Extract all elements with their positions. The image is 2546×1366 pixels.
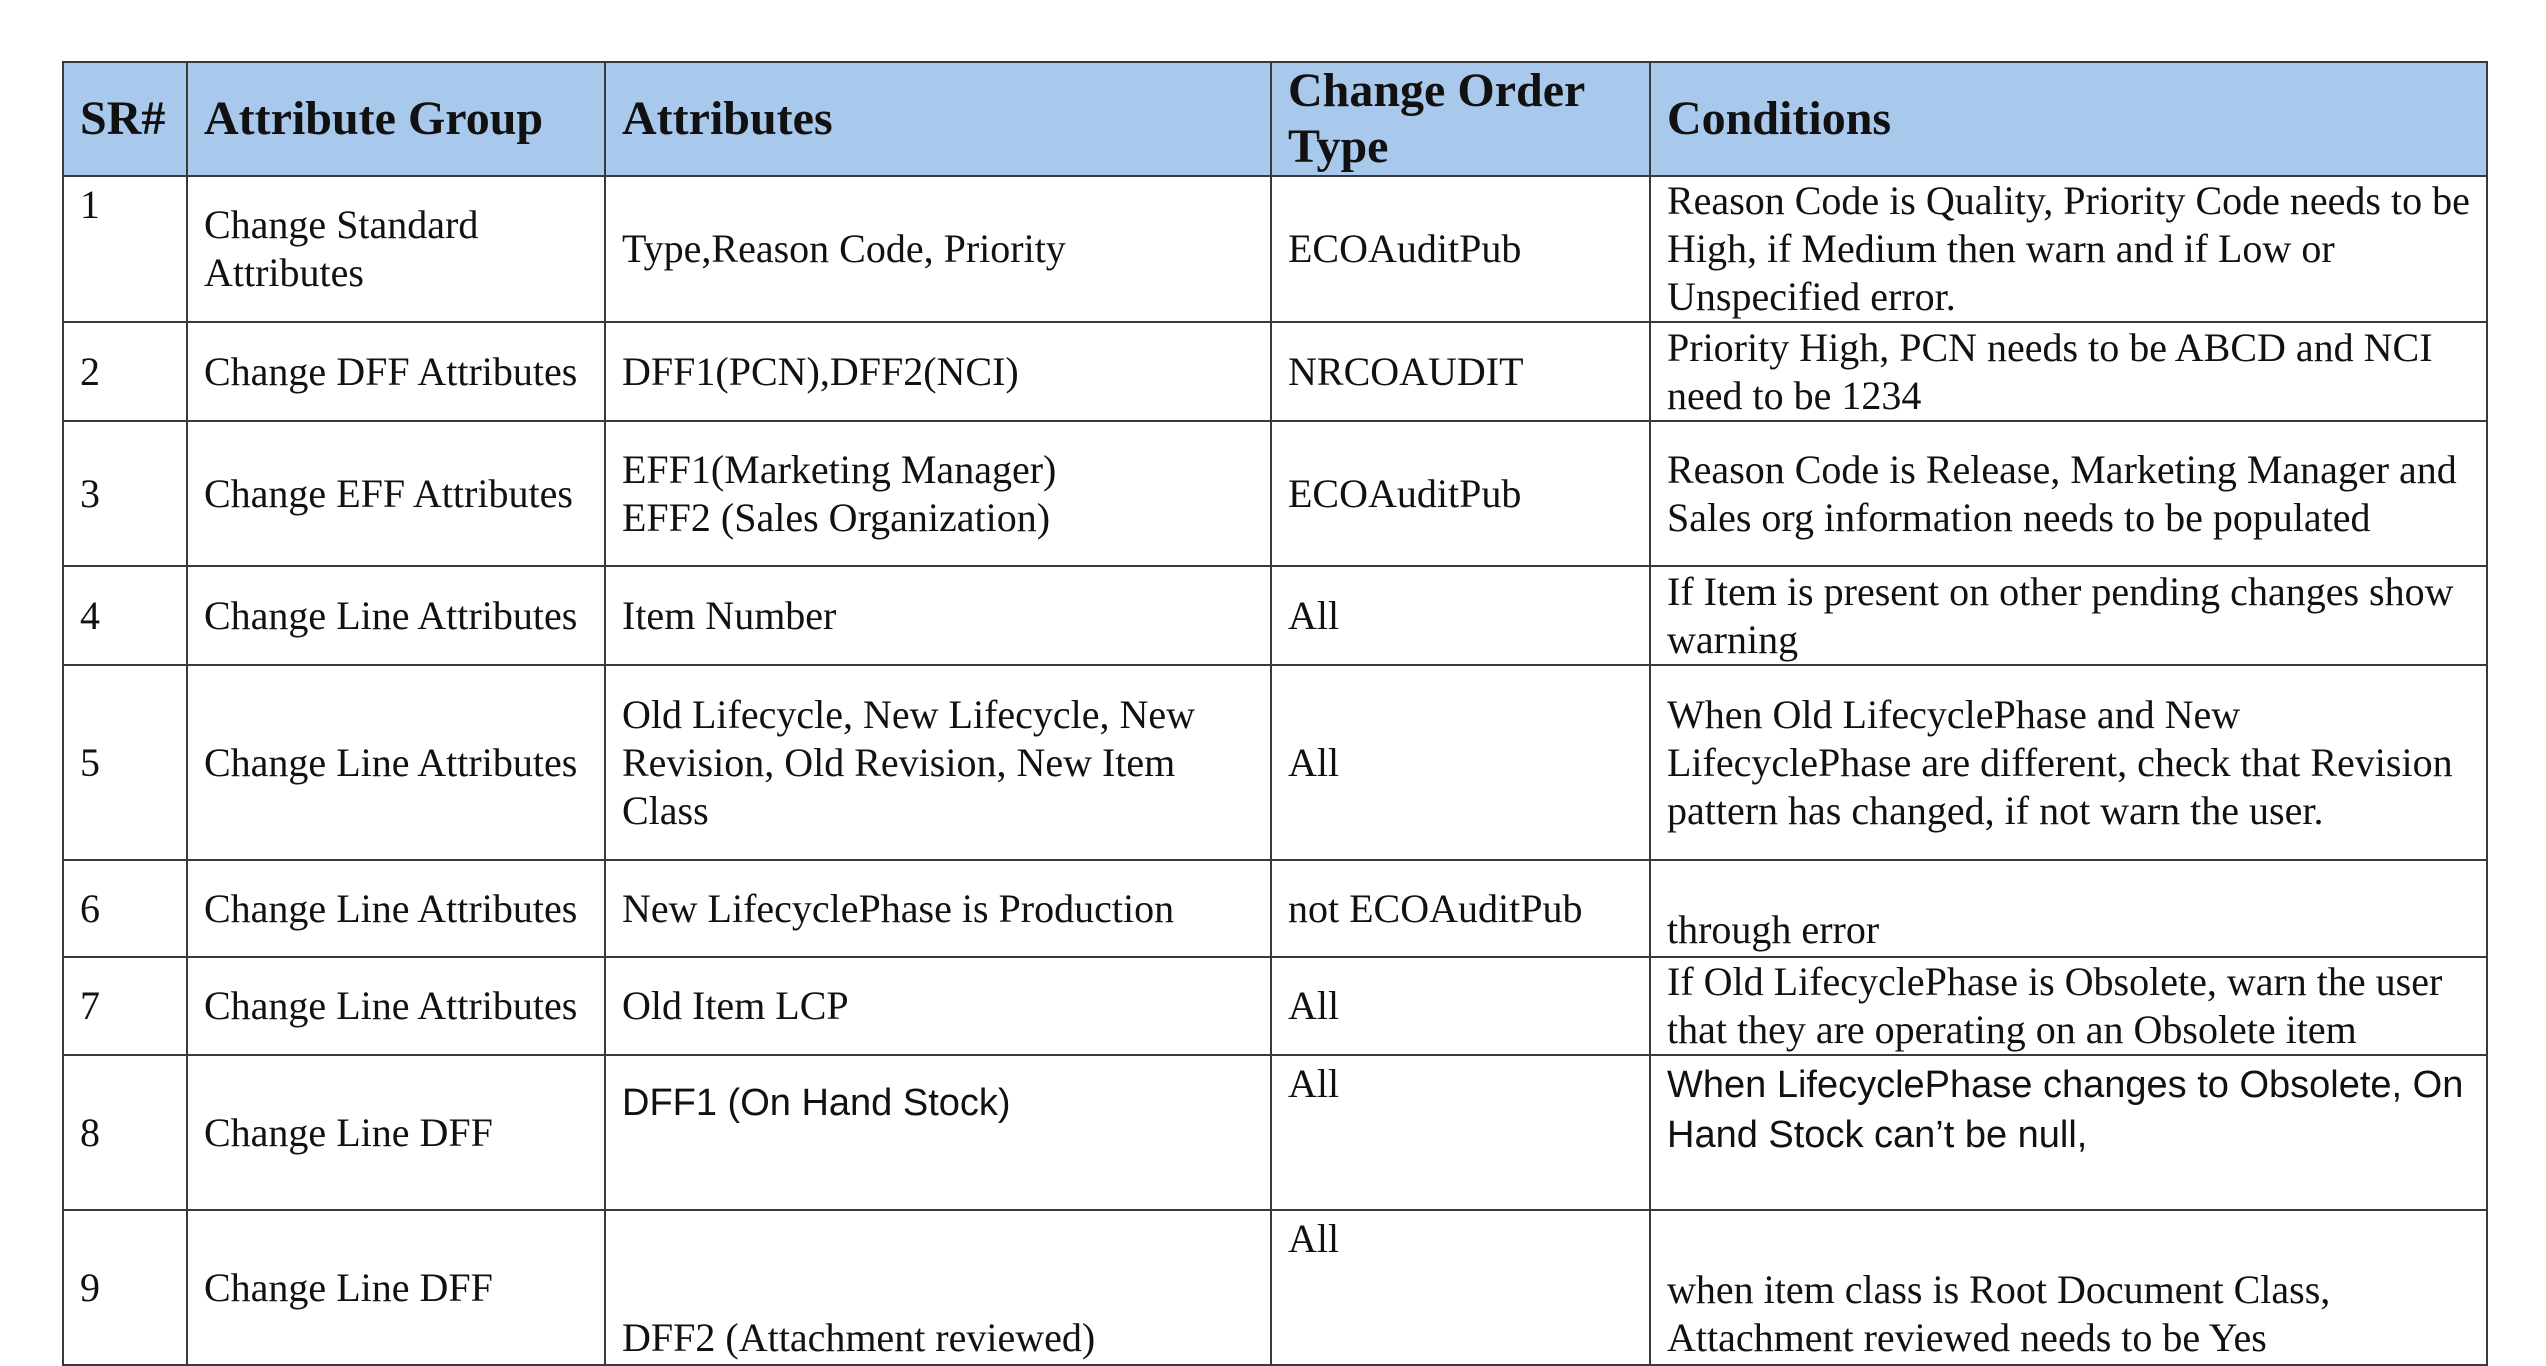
attributes-cell: [605, 421, 1271, 566]
conditions-cell: Reason Code is Release, Marketing Manager and Sales org information needs to be populated: [1650, 421, 2487, 566]
sr-cell: 8: [63, 1055, 187, 1210]
attributes-cell: [605, 322, 1271, 421]
change-order-type-cell: All: [1271, 665, 1650, 860]
table-row: [63, 860, 2487, 957]
change-order-type-cell: ECOAuditPub: [1271, 421, 1650, 566]
sr-cell: 1: [63, 176, 187, 322]
sr-cell: 9: [63, 1210, 187, 1365]
attributes-cell: [605, 1210, 1271, 1365]
table-row: [63, 566, 2487, 665]
attribute-line: New LifecyclePhase is Production: [622, 885, 1175, 931]
attribute-group-cell: Change EFF Attributes: [187, 421, 605, 566]
attribute-group-cell: Change DFF Attributes: [187, 322, 605, 421]
change-order-type-cell: All: [1271, 1210, 1650, 1365]
attributes-cell: [605, 566, 1271, 665]
sr-cell: 3: [63, 421, 187, 566]
attribute-group-cell: Change Line Attributes: [187, 665, 605, 860]
attribute-line: Old Item LCP: [622, 983, 849, 1028]
header-attribute-group: Attribute Group: [187, 62, 605, 176]
attribute-line: DFF1(PCN),DFF2(NCI): [622, 348, 1019, 394]
header-sr: SR#: [63, 62, 187, 176]
table-row: [63, 322, 2487, 421]
attribute-group-cell: Change Line Attributes: [187, 860, 605, 957]
conditions-cell: through error: [1650, 860, 2487, 957]
attribute-group-cell: Change Line Attributes: [187, 957, 605, 1055]
sr-cell: 6: [63, 860, 187, 957]
header-conditions: Conditions: [1650, 62, 2487, 176]
change-order-type-cell: not ECOAuditPub: [1271, 860, 1650, 957]
conditions-cell: If Item is present on other pending changes show warning: [1650, 566, 2487, 665]
header-attributes: Attributes: [605, 62, 1271, 176]
change-order-type-cell: All: [1271, 957, 1650, 1055]
sr-cell: 5: [63, 665, 187, 860]
attribute-group-cell: Change Line DFF: [187, 1055, 605, 1210]
attribute-line: Type,Reason Code, Priority: [622, 226, 1066, 271]
attribute-line: EFF2 (Sales Organization): [622, 494, 1051, 540]
table-row: [63, 421, 2487, 566]
change-order-type-cell: NRCOAUDIT: [1271, 322, 1650, 421]
sr-cell: 2: [63, 322, 187, 421]
header-change-order-type: Change Order Type: [1271, 62, 1650, 176]
table-row: [63, 1055, 2487, 1210]
attribute-group-cell: Change Standard Attributes: [187, 176, 605, 322]
header-row: [63, 62, 2487, 176]
table-row: [63, 176, 2487, 322]
attribute-conditions-table: [62, 61, 2488, 1366]
sr-cell: 7: [63, 957, 187, 1055]
change-order-type-cell: All: [1271, 566, 1650, 665]
attributes-cell: [605, 957, 1271, 1055]
attribute-line: EFF1(Marketing Manager): [622, 446, 1057, 492]
attributes-cell: [605, 860, 1271, 957]
attributes-cell: [605, 1055, 1271, 1210]
attribute-line: Old Lifecycle, New Lifecycle, New Revision, Old Revision, New Item Class: [622, 691, 1196, 833]
sr-cell: 4: [63, 566, 187, 665]
attribute-line: Item Number: [622, 592, 837, 638]
conditions-cell: Priority High, PCN needs to be ABCD and NCI need to be 1234: [1650, 322, 2487, 421]
conditions-cell: When Old LifecyclePhase and New LifecyclePhase are different, check that Revision pattern has changed, if not warn the user.: [1650, 665, 2487, 860]
conditions-cell: Reason Code is Quality, Priority Code needs to be High, if Medium then warn and if Low or Unspecified error.: [1650, 176, 2487, 322]
attributes-cell: [605, 176, 1271, 322]
attribute-group-cell: Change Line DFF: [187, 1210, 605, 1365]
conditions-cell: when item class is Root Document Class, Attachment reviewed needs to be Yes: [1650, 1210, 2487, 1365]
table-body: [63, 176, 2487, 1365]
table-header: [63, 62, 2487, 176]
change-order-type-cell: ECOAuditPub: [1271, 176, 1650, 322]
attribute-line: DFF1 (On Hand Stock): [622, 1082, 1011, 1124]
table-row: [63, 665, 2487, 860]
attributes-cell: [605, 665, 1271, 860]
attribute-group-cell: Change Line Attributes: [187, 566, 605, 665]
conditions-cell: If Old LifecyclePhase is Obsolete, warn the user that they are operating on an Obsolete item: [1650, 957, 2487, 1055]
attribute-line: DFF2 (Attachment reviewed): [622, 1315, 1096, 1360]
conditions-cell: When LifecyclePhase changes to Obsolete, On Hand Stock can’t be null,: [1650, 1055, 2487, 1210]
change-order-type-cell: All: [1271, 1055, 1650, 1210]
table-row: [63, 957, 2487, 1055]
table-row: [63, 1210, 2487, 1365]
